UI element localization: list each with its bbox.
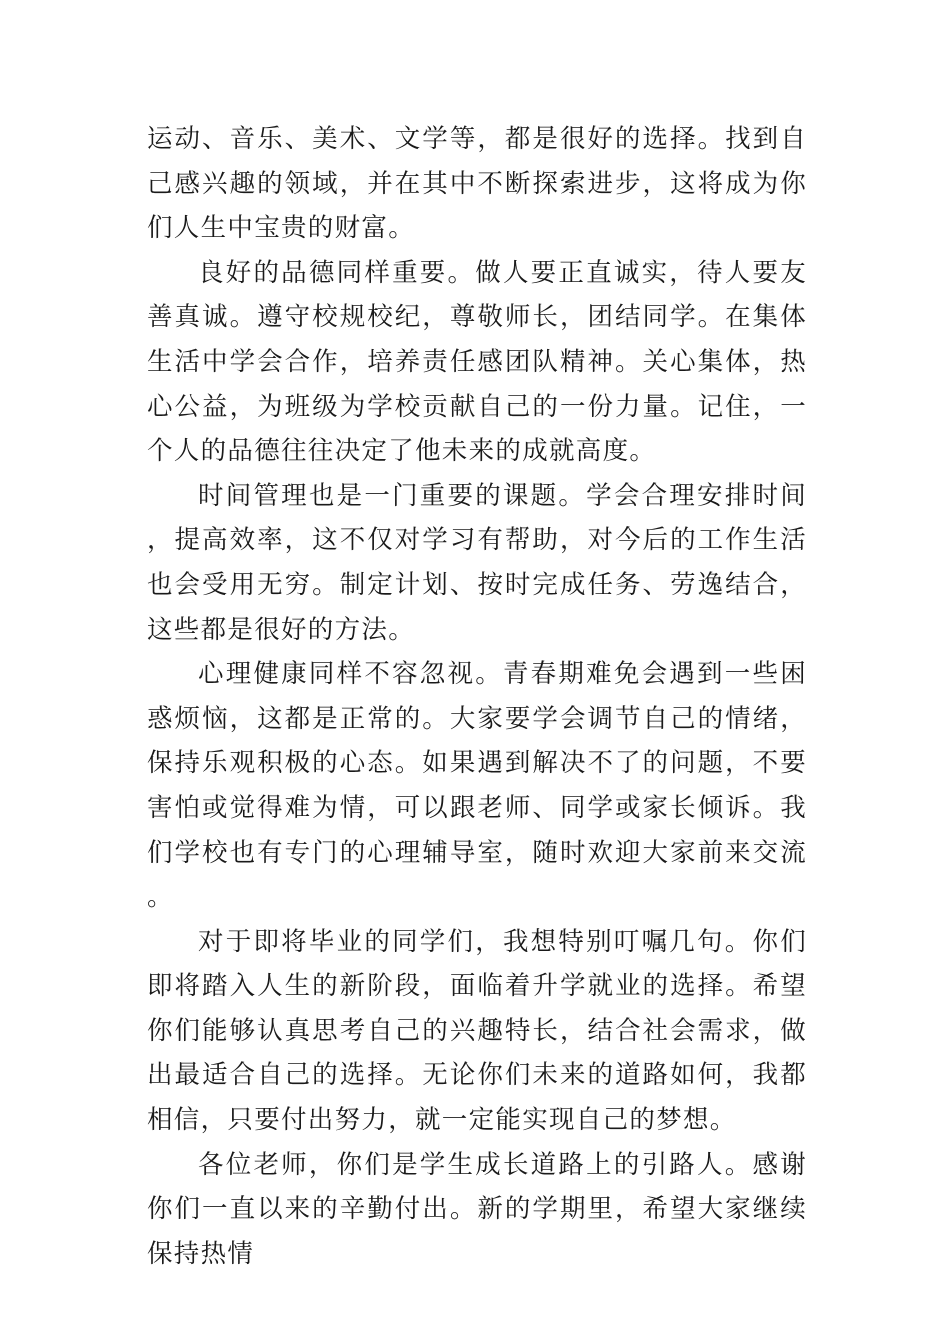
paragraph-graduates: 对于即将毕业的同学们，我想特别叮嘱几句。你们即将踏入人生的新阶段，面临着升学就业的选择。希望你们能够认真思考自己的兴趣特长，结合社会需求，做出最适合自己的选择。无论你们未来的道路如何，我都相信，只要付出努力，就一定能实现自己的梦想。 — [147, 926, 807, 1136]
paragraph-mental-health: 心理健康同样不容忽视。青春期难免会遇到一些困惑烦恼，这都是正常的。大家要学会调节自己的情绪，保持乐观积极的心态。如果遇到解决不了的问题，不要害怕或觉得难为情，可以跟老师、同学或家长倾诉。我们学校也有专门的心理辅导室，随时欢迎大家前来交流。 — [147, 659, 807, 913]
paragraph-continuation: 运动、音乐、美术、文学等，都是很好的选择。找到自己感兴趣的领域，并在其中不断探索进步，这将成为你们人生中宝贵的财富。 — [147, 124, 807, 244]
paragraph-moral-character: 良好的品德同样重要。做人要正直诚实，待人要友善真诚。遵守校规校纪，尊敬师长，团结同学。在集体生活中学会合作，培养责任感团队精神。关心集体，热心公益，为班级为学校贡献自己的一份力量。记住，一个人的品德往往决定了他未来的成就高度。 — [147, 257, 807, 467]
paragraph-time-management: 时间管理也是一门重要的课题。学会合理安排时间，提高效率，这不仅对学习有帮助，对今后的工作生活也会受用无穷。制定计划、按时完成任务、劳逸结合，这些都是很好的方法。 — [147, 480, 807, 645]
document-body — [147, 117, 807, 1276]
paragraph-teachers: 各位老师，你们是学生成长道路上的引路人。感谢你们一直以来的辛勤付出。新的学期里，希望大家继续保持热情 — [147, 1149, 807, 1269]
